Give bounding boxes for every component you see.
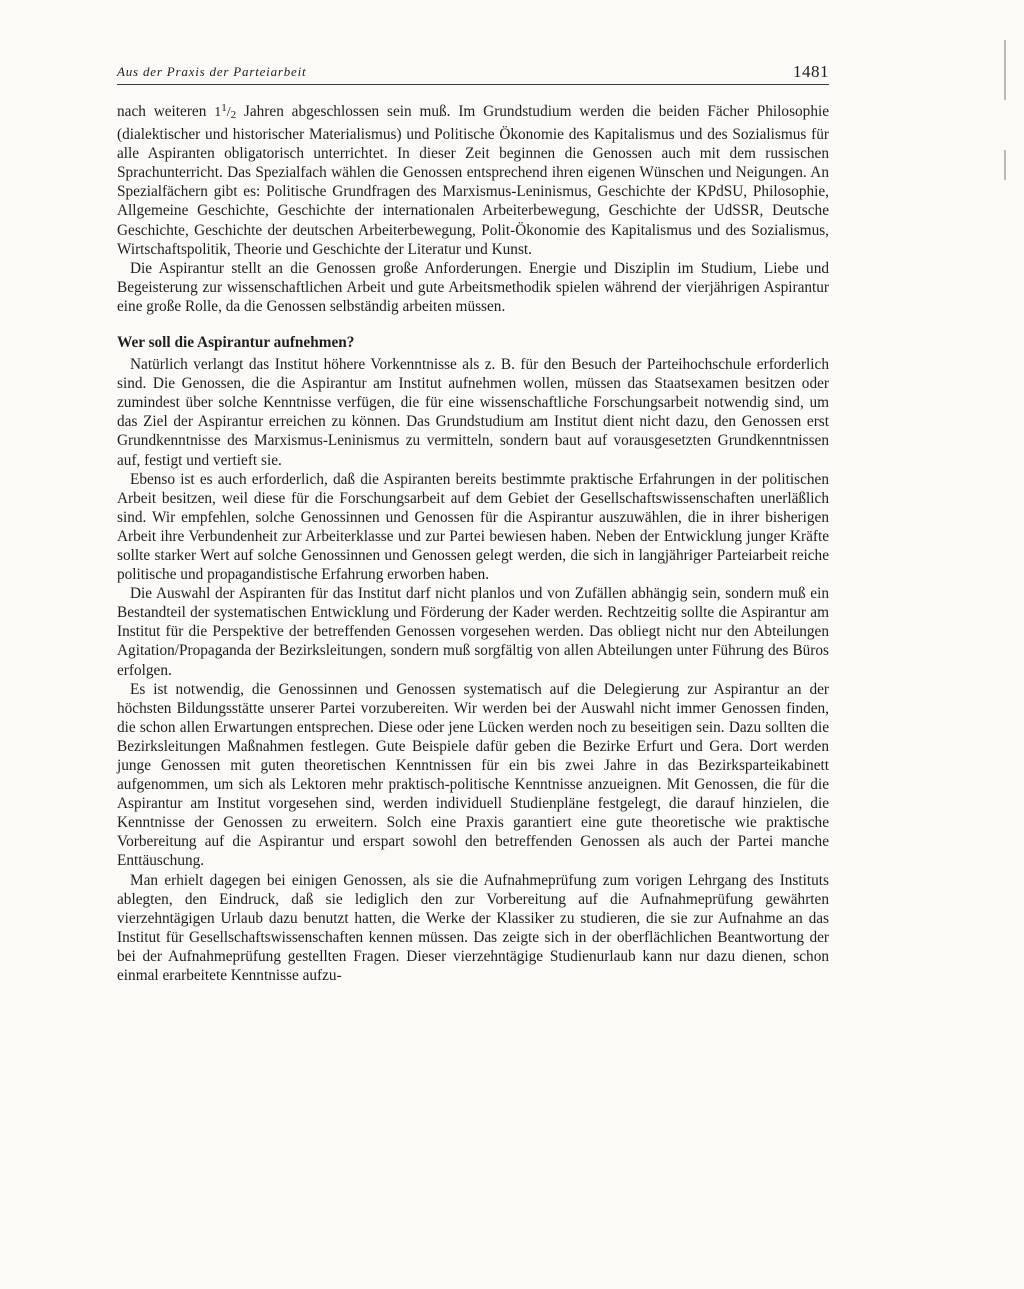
document-body bbox=[117, 99, 829, 985]
scan-edge-mark bbox=[1004, 150, 1006, 180]
page-header bbox=[117, 58, 829, 85]
paragraph: Ebenso ist es auch erforderlich, daß die Aspiranten bereits bestimmte praktische Erfahrungen in der politischen Arbeit besitzen, weil diese für die Forschungsarbeit auf dem Gebiet der Gesellschaftswissenschaften unerläßlich sind. Wir empfehlen, solche Genossinnen und Genossen für die Aspirantur auszuwählen, die in ihrer bisherigen Arbeit ihre Verbundenheit zur Arbeiterklasse und zur Partei bewiesen haben. Neben der Entwicklung junger Kräfte sollte starker Wert auf solche Genossinnen und Genossen gelegt werden, die sich in langjähriger Parteiarbeit reiche politische und propagandistische Erfahrung erworben haben. bbox=[117, 470, 829, 584]
paragraph: Es ist notwendig, die Genossinnen und Genossen systematisch auf die Delegierung zur Aspirantur an der höchsten Bildungsstätte unserer Partei vorzubereiten. Wir werden bei der Auswahl nicht immer Genossen finden, die schon allen Erwartungen entsprechen. Diese oder jene Lücken werden noch zu beseitigen sein. Dazu sollten die Bezirksleitungen Maßnahmen festlegen. Gute Beispiele dafür geben die Bezirke Erfurt und Gera. Dort werden junge Genossen mit guten theoretischen Kenntnissen für ein bis zwei Jahre in das Bezirksparteikabinett aufgenommen, um sich als Lektoren mehr praktisch-politische Kenntnisse anzueignen. Mit Genossen, die für die Aspirantur am Institut vorgesehen sind, werden individuell Studienpläne festgelegt, die darauf hinzielen, die Kenntnisse der Genossen zu erweitern. Solch eine Praxis garantiert eine gute theoretische wie praktische Vorbereitung auf die Aspirantur und erspart sowohl den betreffenden Genossen als auch der Partei manche Enttäuschung. bbox=[117, 680, 829, 870]
paragraph: Man erhielt dagegen bei einigen Genossen, als sie die Aufnahmeprüfung zum vorigen Lehrgang des Instituts ablegten, den Eindruck, daß sie lediglich den zur Vorbereitung auf die Aufnahmeprüfung gewährten vierzehntägigen Urlaub dazu benutzt hatten, die Werke der Klassiker zu studieren, die sie zur Aufnahme an das Institut für Gesellschaftswissenschaften kennen müssen. Das zeigte sich in der oberflächlichen Beantwortung der bei der Aufnahmeprüfung gestellten Fragen. Dieser vierzehntägige Studienurlaub kann nur dazu dienen, schon einmal erarbeitete Kenntnisse aufzu- bbox=[117, 871, 829, 985]
scan-edge-mark bbox=[1004, 40, 1006, 100]
paragraph: Natürlich verlangt das Institut höhere Vorkenntnisse als z. B. für den Besuch der Parteihochschule erforderlich sind. Die Genossen, die die Aspirantur am Institut aufnehmen wollen, müssen das Staatsexamen besitzen oder zumindest über solche Kenntnisse verfügen, die für eine wissenschaftliche Forschungsarbeit notwendig sind, um das Ziel der Aspirantur erreichen zu können. Das Grundstudium am Institut dient nicht dazu, den Genossen erst Grundkenntnisse des Marxismus-Leninismus zu vermitteln, sondern baut auf vorausgesetzten Grundkenntnissen auf, festigt und vertieft sie. bbox=[117, 356, 829, 469]
section-heading: Wer soll die Aspirantur aufnehmen? bbox=[117, 334, 355, 352]
document-page bbox=[117, 58, 829, 985]
paragraph: Die Aspirantur stellt an die Genossen große Anforderungen. Energie und Disziplin im Studium, Liebe und Begeisterung zur wissenschaftlichen Arbeit und gute Arbeitsmethodik spielen während der vierjährigen Aspirantur eine große Rolle, da die Genossen selbständig arbeiten müssen. bbox=[117, 259, 829, 315]
paragraph: nach weiteren $1^1/2$ Jahren abgeschlossen sein muß. Im Grundstudium werden die beiden Fächer Philosophie (dialektischer und historischer Materialismus) und Politische Ökonomie des Kapitalismus und des Sozialismus für alle Aspiranten obligatorisch unterrichtet. In dieser Zeit beginnen die Genossen auch mit dem russischen Sprachunterricht. Das Spezialfach wählen die Genossen entsprechend ihren eigenen Wünschen und Neigungen. An Spezialfächern gibt es: Politische Grundfragen des Marxismus-Leninismus, Geschichte der KPdSU, Philosophie, Allgemeine Geschichte, Geschichte der internationalen Arbeiterbewegung, Geschichte der UdSSR, Deutsche Geschichte, Geschichte der deutschen Arbeiterbewegung, Polit-Ökonomie des Kapitalismus und des Sozialismus, Wirtschaftspolitik, Theorie und Geschichte der Literatur und Kunst. bbox=[117, 102, 830, 258]
page-number: 1481 bbox=[793, 62, 829, 81]
fraction-one-and-a-half: $1^1/2$ bbox=[214, 102, 237, 121]
running-head: Aus der Praxis der Parteiarbeit bbox=[117, 64, 307, 79]
paragraph: Die Auswahl der Aspiranten für das Institut darf nicht planlos und von Zufällen abhängig sein, sondern muß ein Bestandteil der systematischen Entwicklung und Förderung der Kader werden. Rechtzeitig sollte die Aspirantur am Institut für die Perspektive der betreffenden Genossen vorgesehen werden. Das obliegt nicht nur den Abteilungen Agitation/Propaganda der Bezirksleitungen, sondern muß sorgfältig von allen Abteilungen unter Führung des Büros erfolgen. bbox=[117, 585, 829, 679]
